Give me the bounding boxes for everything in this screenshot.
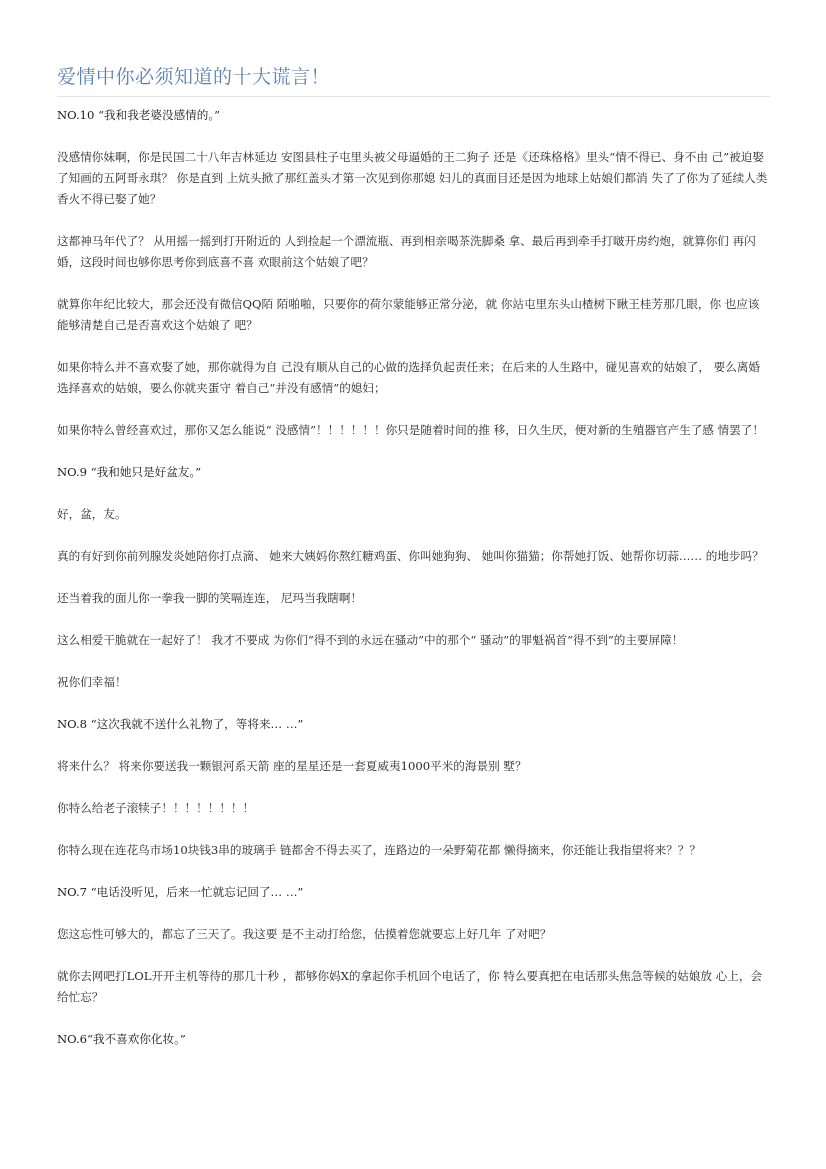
paragraph: 真的有好到你前列腺发炎她陪你打点滴、 她来大姨妈你熬红糖鸡蛋、你叫她狗狗、 她叫你猫猫；你帮她打饭、她帮你切蒜…… 的地步吗？ [57,549,764,563]
paragraph: 你特么现在连花鸟市场10块钱3串的玻璃手 链都舍不得去买了，连路边的一朵野菊花都 懒得摘来，你还能让我指望将来？？？ [57,843,701,857]
paragraph: 没感情你妹啊，你是民国二十八年吉林延边 安图县柱子屯里头被父母逼婚的王二狗子 还是《还珠格格》里头“情不得已、身不由 己”被迫娶了知画的五阿哥永琪？ 你是直到 上炕头掀了那红盖头才第一次见到你那媳 妇儿的真面目还是因为地球上姑娘们都消 失了了你为了延续人类香火不得已娶了她？ [57,150,768,206]
section-heading-no8: NO.8 “这次我就不送什么礼物了，等将来… …” [57,717,304,731]
article-title: 爱情中你必须知道的十大谎言！ [57,66,331,88]
document-page [57,0,769,1050]
section-heading-no7: NO.7 “电话没听见，后来一忙就忘记回了… …” [57,885,304,899]
paragraph: 这都神马年代了？ 从用摇一摇到打开附近的 人到捡起一个漂流瓶、再到相亲喝茶洗脚桑 拿、最后再到牵手打啵开房约炮，就算你们 再闪婚，这段时间也够你思考你到底喜不喜 欢眼前这个姑娘了吧？ [57,234,756,269]
paragraph: 将来什么？ 将来你要送我一颗银河系天箭 座的星星还是一套夏威夷1000平米的海景别 墅？ [57,759,527,773]
paragraph: 你特么给老子滚犊子！！！！！！！！ [57,801,255,815]
section-heading-no9: NO.9 “我和她只是好盆友。” [57,465,202,479]
title-divider [57,96,770,97]
article-body [57,105,769,1050]
paragraph: 就你去网吧打LOL开开主机等待的那几十秒 ，都够你妈X的拿起你手机回个电话了，你 特么要真把在电话那头焦急等候的姑娘放 心上，会给忙忘？ [57,969,763,1004]
paragraph: 这么相爱干脆就在一起好了！ 我才不要成 为你们“得不到的永远在骚动”中的那个“ 骚动”的罪魁祸首“得不到”的主要屏障！ [57,633,684,647]
paragraph: 您这忘性可够大的，都忘了三天了。我这要 是不主动打给您，估摸着您就要忘上好几年 了对吧？ [57,927,552,941]
section-heading-no6: NO.6“我不喜欢你化妆。” [57,1032,186,1046]
paragraph: 就算你年纪比较大，那会还没有微信QQ陌 陌啪啪，只要你的荷尔蒙能够正常分泌，就 你站屯里东头山楂树下瞅王桂芳那几眼，你 也应该能够清楚自己是否喜欢这个姑娘了 吧？ [57,297,760,332]
paragraph: 好，盆，友。 [57,507,127,521]
section-heading-no10: NO.10 “我和我老婆没感情的。” [57,108,221,122]
paragraph: 如果你特么并不喜欢娶了她，那你就得为自 己没有顺从自己的心做的选择负起责任来；在后来的人生路中，碰见喜欢的姑娘了， 要么离婚选择喜欢的姑娘，要么你就夹蛋守 着自己“并没有感情”的媳妇； [57,360,761,395]
paragraph: 祝你们幸福！ [57,675,127,689]
paragraph: 还当着我的面儿你一拳我一脚的笑嗝连连， 尼玛当我瞎啊！ [57,591,363,605]
paragraph: 如果你特么曾经喜欢过，那你又怎么能说“ 没感情”！！！！！！你只是随着时间的推 移，日久生厌，便对新的生殖器官产生了感 情罢了！ [57,423,764,437]
